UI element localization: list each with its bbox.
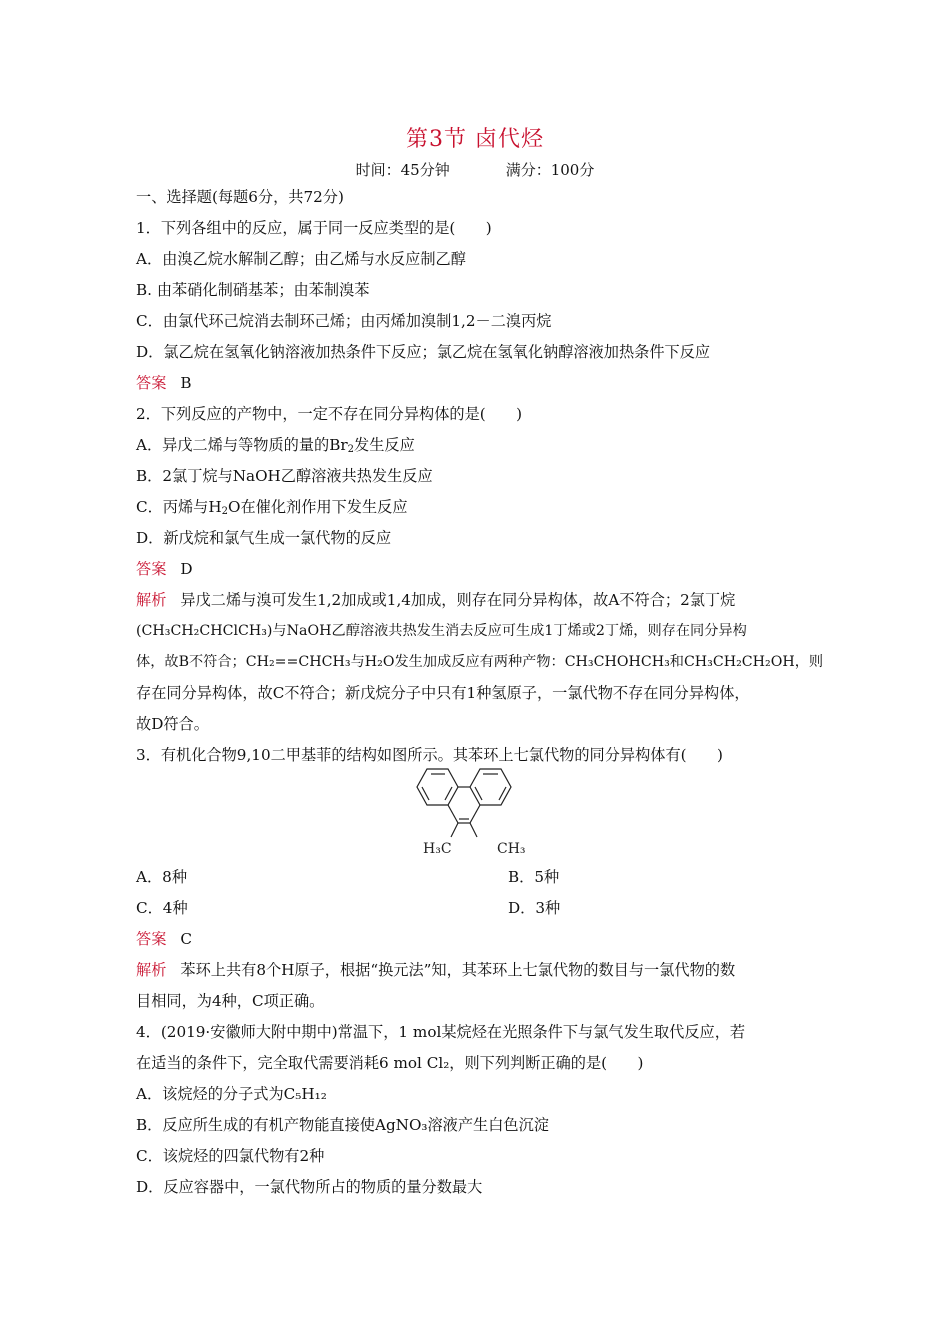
answer-label: 答案 xyxy=(136,560,167,578)
q3-stem: 3．有机化合物9,10二甲基菲的结构如图所示。其苯环上七氯代物的同分异构体有( ) xyxy=(136,746,723,764)
answer-label: 答案 xyxy=(136,374,167,392)
methyl-label-right: CH₃ xyxy=(497,841,526,857)
q2-option-a-text: A．异戊二烯与等物质的量的Br xyxy=(136,436,348,454)
q2-option-a-tail: 发生反应 xyxy=(354,436,415,454)
methyl-label-left: H₃C xyxy=(423,841,452,857)
section-heading: 一、选择题(每题6分，共72分) xyxy=(136,188,344,206)
q4-option-c: C．该烷烃的四氯代物有2种 xyxy=(136,1147,325,1165)
q2-option-a-sub: 2 xyxy=(347,444,355,455)
q3-option-c: C．4种 xyxy=(136,899,188,917)
answer-value: D xyxy=(180,560,193,578)
q2-explanation-4: 存在同分异构体，故C不符合；新戊烷分子中只有1种氢原子，一氯代物不存在同分异构体， xyxy=(136,684,750,702)
q3-explanation-text: 苯环上共有8个H原子，根据“换元法”知，其苯环上七氯代物的数目与一氯代物的数 xyxy=(180,961,736,979)
q2-option-c-text: C．丙烯与H xyxy=(136,498,222,516)
q3-option-d: D．3种 xyxy=(508,899,561,917)
q2-explanation-5: 故D符合。 xyxy=(136,715,209,733)
q3-explanation-1 xyxy=(136,959,826,981)
exam-meta xyxy=(0,159,950,180)
q1-option-d: D．氯乙烷在氢氧化钠溶液加热条件下反应；氯乙烷在氢氧化钠醇溶液加热条件下反应 xyxy=(136,343,711,361)
answer-label: 答案 xyxy=(136,930,167,948)
explain-label: 解析 xyxy=(136,591,167,609)
q2-option-b: B．2氯丁烷与NaOH乙醇溶液共热发生反应 xyxy=(136,467,433,485)
q2-explanation-2: (CH₃CH₂CHClCH₃)与NaOH乙醇溶液共热发生消去反应可生成1丁烯或2丁烯，则存在同分异构 xyxy=(136,623,747,639)
q1-stem: 1．下列各组中的反应，属于同一反应类型的是( ) xyxy=(136,219,492,237)
q1-option-a: A．由溴乙烷水解制乙醇；由乙烯与水反应制乙醇 xyxy=(136,250,466,268)
molecule-bonds xyxy=(417,769,511,837)
page-title: 第3节 卤代烃 xyxy=(406,127,544,152)
q3-option-a: A．8种 xyxy=(136,868,188,886)
q2-option-d: D．新戊烷和氯气生成一氯代物的反应 xyxy=(136,529,392,547)
q2-option-c-tail: O在催化剂作用下发生反应 xyxy=(228,498,408,516)
q2-answer xyxy=(136,558,826,580)
q4-option-d: D．反应容器中，一氯代物所占的物质的量分数最大 xyxy=(136,1178,483,1196)
explain-label: 解析 xyxy=(136,961,167,979)
q2-explanation-3: 体，故B不符合；CH₂==CHCH₃与H₂O发生加成反应有两种产物：CH₃CHOHCH₃和CH₃CH₂CH₂OH，则 xyxy=(136,654,824,670)
dimethylphenanthrene-structure xyxy=(405,765,555,865)
answer-value: B xyxy=(180,374,192,392)
q2-option-c-sub: 2 xyxy=(221,506,228,517)
q3-answer xyxy=(136,928,826,950)
answer-value: C xyxy=(180,930,192,948)
q4-stem-2: 在适当的条件下，完全取代需要消耗6 mol Cl₂，则下列判断正确的是( ) xyxy=(136,1054,644,1072)
q2-stem: 2．下列反应的产物中，一定不存在同分异构体的是( ) xyxy=(136,405,523,423)
q2-explanation-text: 异戊二烯与溴可发生1,2加成或1,4加成，则存在同分异构体，故A不符合；2氯丁烷 xyxy=(180,591,736,609)
q4-option-b: B．反应所生成的有机产物能直接使AgNO₃溶液产生白色沉淀 xyxy=(136,1116,549,1134)
q2-option-a xyxy=(136,434,826,461)
q1-answer xyxy=(136,372,826,394)
full-score: 满分：100分 xyxy=(505,161,595,179)
q3-option-b: B．5种 xyxy=(508,868,560,886)
q1-option-b: B. 由苯硝化制硝基苯；由苯制溴苯 xyxy=(136,281,370,299)
q3-explanation-2: 目相同，为4种，C项正确。 xyxy=(136,992,325,1010)
time-limit: 时间：45分钟 xyxy=(355,161,450,179)
q4-option-a: A．该烷烃的分子式为C₅H₁₂ xyxy=(136,1085,327,1103)
q2-explanation-1 xyxy=(136,589,826,611)
q4-stem-1: 4．(2019·安徽师大附中期中)常温下，1 mol某烷烃在光照条件下与氯气发生取代反应，若 xyxy=(136,1023,746,1041)
q1-option-c: C．由氯代环己烷消去制环己烯；由丙烯加溴制1,2－二溴丙烷 xyxy=(136,312,552,330)
q2-option-c xyxy=(136,496,826,523)
